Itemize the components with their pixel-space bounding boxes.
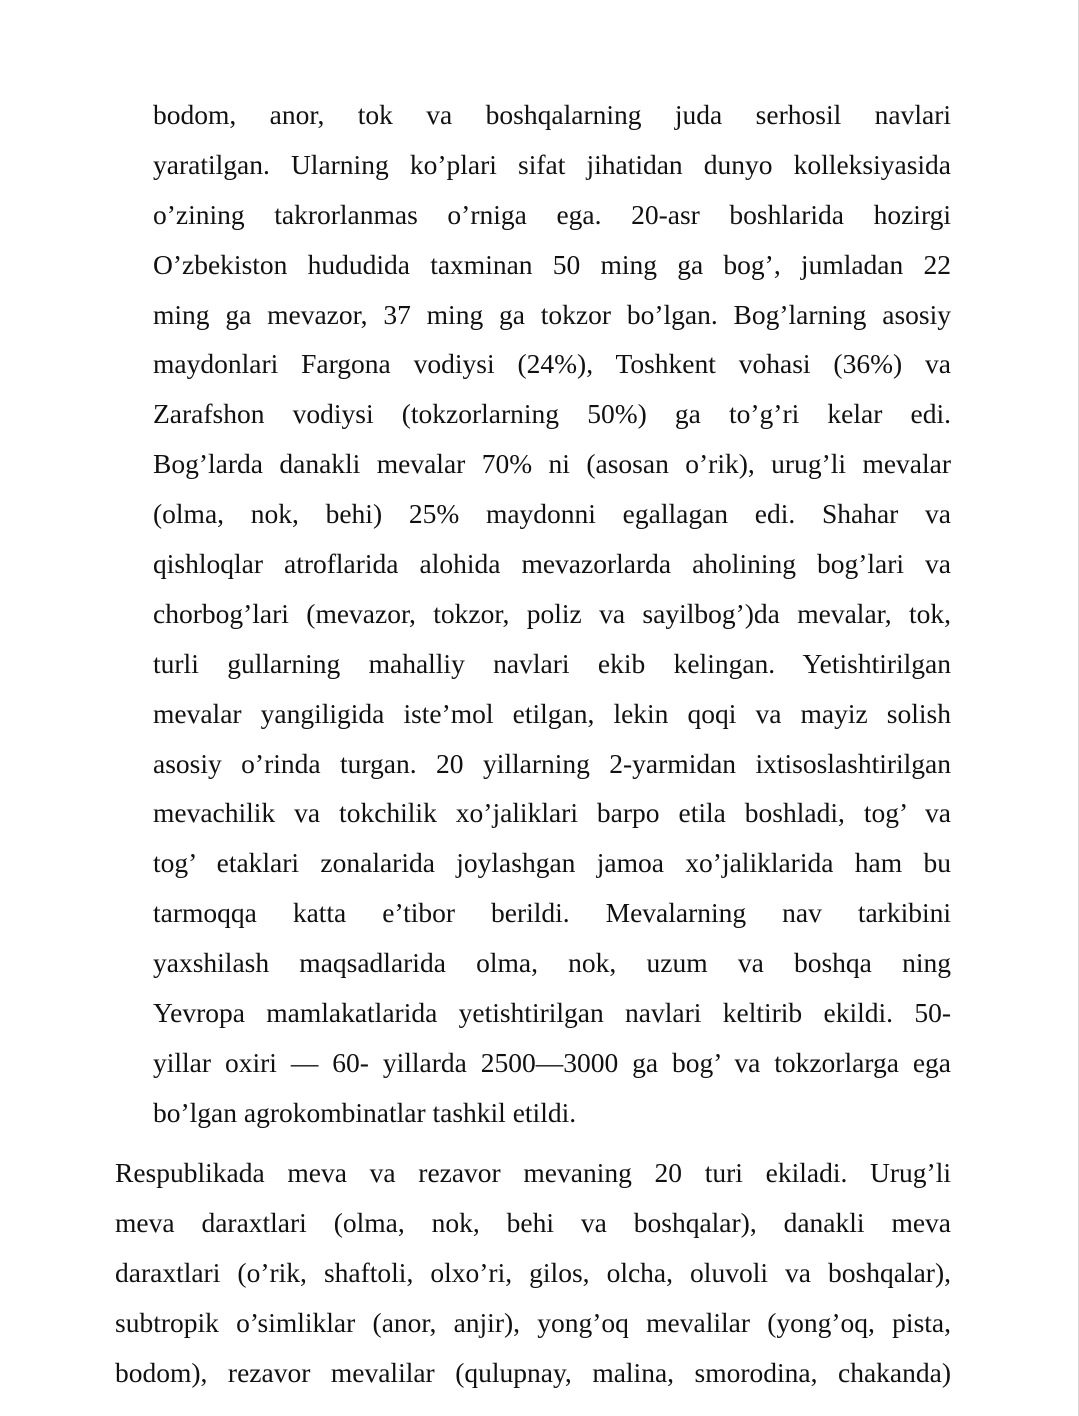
text-line: daraxtlari (o’rik, shaftoli, olxo’ri, gilos, olcha, oluvoli va boshqalar),	[115, 1256, 951, 1288]
text-line: mevalar yangiligida iste’mol etilgan, lekin qoqi va mayiz solish	[153, 697, 951, 729]
text-line: Zarafshon vodiysi (tokzorlarning 50%) ga to’g’ri kelar edi.	[153, 398, 951, 430]
indented-paragraph	[153, 90, 951, 1138]
text-line: Bog’larda danakli mevalar 70% ni (asosan o’rik), urug’li mevalar	[153, 448, 951, 480]
text-line: bodom, anor, tok va boshqalarning juda serhosil navlari	[153, 99, 951, 130]
text-line: asosiy o’rinda turgan. 20 yillarning 2-yarmidan ixtisoslashtirilgan	[153, 747, 951, 779]
text-line: meva daraxtlari (olma, nok, behi va boshqalar), danakli meva	[115, 1206, 951, 1238]
text-line: o’zining takrorlanmas o’rniga ega. 20-asr boshlarida hozirgi	[153, 198, 951, 230]
text-line: yaxshilash maqsadlarida olma, nok, uzum va boshqa ning	[153, 947, 951, 979]
text-line: turli gullarning mahalliy navlari ekib kelingan. Yetishtirilgan	[153, 647, 951, 679]
text-line: O’zbekiston hududida taxminan 50 ming ga bog’, jumladan 22	[153, 248, 951, 280]
text-line: tog’ etaklari zonalarida joylashgan jamoa xo’jaliklarida ham bu	[153, 847, 951, 879]
text-line: yillar oxiri — 60- yillarda 2500—3000 ga bog’ va tokzorlarga ega	[153, 1046, 951, 1078]
text-line: qishloqlar atroflarida alohida mevazorlarda aholining bog’lari va	[153, 548, 951, 580]
text-line: yaratilgan. Ularning ko’plari sifat jihatidan dunyo kolleksiyasida	[153, 148, 951, 180]
full-width-paragraph	[115, 1148, 951, 1397]
text-line: Yevropa mamlakatlarida yetishtirilgan navlari keltirib ekildi. 50-	[153, 997, 951, 1029]
text-line: tarmoqqa katta e’tibor berildi. Mevalarning nav tarkibini	[153, 897, 951, 929]
text-line: (olma, nok, behi) 25% maydonni egallagan edi. Shahar va	[153, 498, 951, 530]
text-line: bodom), rezavor mevalilar (qulupnay, malina, smorodina, chakanda)	[115, 1356, 951, 1388]
text-line: bo’lgan agrokombinatlar tashkil etildi.	[153, 1096, 577, 1128]
text-line: chorbog’lari (mevazor, tokzor, poliz va sayilbog’)da mevalar, tok,	[153, 597, 951, 629]
text-line: maydonlari Fargona vodiysi (24%), Toshkent vohasi (36%) va	[153, 348, 951, 380]
text-line: ming ga mevazor, 37 ming ga tokzor bo’lgan. Bog’larning asosiy	[153, 298, 951, 330]
text-line: subtropik o’simliklar (anor, anjir), yong’oq mevalilar (yong’oq, pista,	[115, 1306, 951, 1338]
text-line: Respublikada meva va rezavor mevaning 20 turi ekiladi. Urug’li	[115, 1157, 951, 1188]
text-line: mevachilik va tokchilik xo’jaliklari barpo etila boshladi, tog’ va	[153, 797, 951, 829]
